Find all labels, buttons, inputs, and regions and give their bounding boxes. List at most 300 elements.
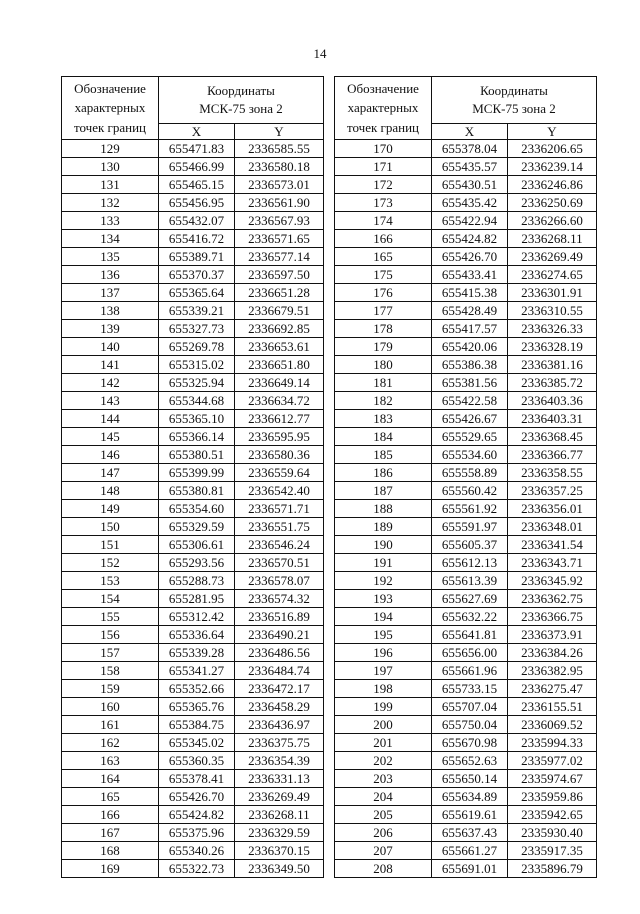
x-coordinate-cell: 655627.69 [432, 590, 508, 608]
point-label-header-line: точек границ [346, 119, 420, 135]
table-row [62, 356, 324, 374]
point-label-cell: 140 [62, 338, 159, 356]
x-coordinate-cell: 655426.70 [432, 248, 508, 266]
x-coordinate-cell: 655656.00 [432, 644, 508, 662]
table-row [335, 158, 597, 176]
y-coordinate-cell: 2336567.93 [235, 212, 324, 230]
table-row [62, 410, 324, 428]
x-coordinate-cell: 655315.02 [159, 356, 235, 374]
point-label-cell: 178 [335, 320, 432, 338]
point-label-cell: 145 [62, 428, 159, 446]
point-label-cell: 172 [335, 176, 432, 194]
point-label-cell: 160 [62, 698, 159, 716]
coordinates-table-right [334, 76, 597, 878]
point-label-cell: 168 [62, 842, 159, 860]
x-coordinate-cell: 655534.60 [432, 446, 508, 464]
y-coordinate-cell: 2336458.29 [235, 698, 324, 716]
table-row [335, 230, 597, 248]
table-row [335, 464, 597, 482]
point-label-cell: 182 [335, 392, 432, 410]
y-coordinate-cell: 2336366.75 [508, 608, 597, 626]
coordinates-header-line: Координаты [480, 83, 548, 99]
y-coordinate-cell: 2336381.16 [508, 356, 597, 374]
point-label-cell: 142 [62, 374, 159, 392]
table-row [62, 734, 324, 752]
point-label-cell: 201 [335, 734, 432, 752]
point-label-cell: 137 [62, 284, 159, 302]
table-row [62, 644, 324, 662]
x-coordinate-cell: 655340.26 [159, 842, 235, 860]
x-coordinate-cell: 655352.66 [159, 680, 235, 698]
table-row [335, 374, 597, 392]
point-label-cell: 194 [335, 608, 432, 626]
table-row [62, 536, 324, 554]
y-coordinate-cell: 2336366.77 [508, 446, 597, 464]
point-label-cell: 199 [335, 698, 432, 716]
table-row [335, 842, 597, 860]
x-coordinate-cell: 655365.64 [159, 284, 235, 302]
point-label-cell: 156 [62, 626, 159, 644]
table-row [335, 698, 597, 716]
table-row [62, 698, 324, 716]
x-coordinate-cell: 655288.73 [159, 572, 235, 590]
point-label-cell: 190 [335, 536, 432, 554]
table-row [335, 536, 597, 554]
point-label-cell: 206 [335, 824, 432, 842]
x-coordinate-cell: 655641.81 [432, 626, 508, 644]
y-coordinate-cell: 2336368.45 [508, 428, 597, 446]
y-coordinate-cell: 2336268.11 [508, 230, 597, 248]
y-coordinate-cell: 2336329.59 [235, 824, 324, 842]
x-coordinate-cell: 655466.99 [159, 158, 235, 176]
table-row [62, 860, 324, 878]
y-coordinate-cell: 2336384.26 [508, 644, 597, 662]
x-coordinate-cell: 655529.65 [432, 428, 508, 446]
table-row [62, 212, 324, 230]
point-label-cell: 183 [335, 410, 432, 428]
x-coordinate-cell: 655426.70 [159, 788, 235, 806]
coordinates-header-line: МСК-75 зона 2 [472, 101, 556, 116]
point-label-cell: 157 [62, 644, 159, 662]
y-coordinate-cell: 2336551.75 [235, 518, 324, 536]
table-row [335, 482, 597, 500]
table-row [62, 446, 324, 464]
x-coordinate-cell: 655691.01 [432, 860, 508, 878]
point-label-cell: 138 [62, 302, 159, 320]
coordinates-header-line: МСК-75 зона 2 [199, 101, 283, 116]
y-column-header: Y [508, 124, 597, 140]
point-label-cell: 159 [62, 680, 159, 698]
table-row [62, 266, 324, 284]
point-label-cell: 197 [335, 662, 432, 680]
table-row [335, 608, 597, 626]
y-column-header: Y [235, 124, 324, 140]
point-label-cell: 191 [335, 554, 432, 572]
y-coordinate-cell: 2336382.95 [508, 662, 597, 680]
y-coordinate-cell: 2336612.77 [235, 410, 324, 428]
x-coordinate-cell: 655329.59 [159, 518, 235, 536]
y-coordinate-cell: 2336328.19 [508, 338, 597, 356]
coordinates-rows-left [62, 140, 324, 878]
y-coordinate-cell: 2336561.90 [235, 194, 324, 212]
y-coordinate-cell: 2335977.02 [508, 752, 597, 770]
y-coordinate-cell: 2335994.33 [508, 734, 597, 752]
table-row [62, 176, 324, 194]
x-coordinate-cell: 655399.99 [159, 464, 235, 482]
x-coordinate-cell: 655430.51 [432, 176, 508, 194]
table-row [62, 770, 324, 788]
table-row [62, 140, 324, 158]
point-label-cell: 176 [335, 284, 432, 302]
table-row [335, 788, 597, 806]
y-coordinate-cell: 2336239.14 [508, 158, 597, 176]
table-row [62, 482, 324, 500]
y-coordinate-cell: 2336326.33 [508, 320, 597, 338]
table-row [335, 572, 597, 590]
y-coordinate-cell: 2335942.65 [508, 806, 597, 824]
point-label-cell: 189 [335, 518, 432, 536]
point-label-cell: 174 [335, 212, 432, 230]
x-coordinate-cell: 655380.51 [159, 446, 235, 464]
y-coordinate-cell: 2336653.61 [235, 338, 324, 356]
y-coordinate-cell: 2336516.89 [235, 608, 324, 626]
point-label-cell: 150 [62, 518, 159, 536]
x-coordinate-cell: 655424.82 [159, 806, 235, 824]
table-row [335, 392, 597, 410]
point-label-cell: 195 [335, 626, 432, 644]
point-label-cell: 175 [335, 266, 432, 284]
point-label-cell: 133 [62, 212, 159, 230]
point-label-cell: 153 [62, 572, 159, 590]
y-coordinate-cell: 2336362.75 [508, 590, 597, 608]
table-row [62, 338, 324, 356]
x-coordinate-cell: 655637.43 [432, 824, 508, 842]
point-label-cell: 200 [335, 716, 432, 734]
x-coordinate-cell: 655370.37 [159, 266, 235, 284]
y-coordinate-cell: 2336069.52 [508, 716, 597, 734]
table-row [335, 302, 597, 320]
x-coordinate-cell: 655380.81 [159, 482, 235, 500]
point-label-cell: 196 [335, 644, 432, 662]
y-coordinate-cell: 2336577.14 [235, 248, 324, 266]
x-coordinate-cell: 655322.73 [159, 860, 235, 878]
y-coordinate-cell: 2336269.49 [235, 788, 324, 806]
y-coordinate-cell: 2336206.65 [508, 140, 597, 158]
table-row [335, 734, 597, 752]
y-coordinate-cell: 2336310.55 [508, 302, 597, 320]
point-label-cell: 184 [335, 428, 432, 446]
point-label-header-line: Обозначение [347, 80, 419, 96]
y-coordinate-cell: 2336275.47 [508, 680, 597, 698]
point-label-cell: 170 [335, 140, 432, 158]
y-coordinate-cell: 2336679.51 [235, 302, 324, 320]
x-coordinate-cell: 655365.10 [159, 410, 235, 428]
x-coordinate-cell: 655389.71 [159, 248, 235, 266]
table-row [335, 716, 597, 734]
y-coordinate-cell: 2336595.95 [235, 428, 324, 446]
x-coordinate-cell: 655281.95 [159, 590, 235, 608]
x-coordinate-cell: 655415.38 [432, 284, 508, 302]
y-coordinate-cell: 2336585.55 [235, 140, 324, 158]
point-label-header [62, 77, 159, 140]
table-row [335, 806, 597, 824]
point-label-cell: 177 [335, 302, 432, 320]
x-coordinate-cell: 655560.42 [432, 482, 508, 500]
point-label-header-line: Обозначение [74, 80, 146, 96]
y-coordinate-cell: 2336403.31 [508, 410, 597, 428]
y-coordinate-cell: 2336356.01 [508, 500, 597, 518]
coordinates-header [432, 77, 597, 124]
point-label-cell: 136 [62, 266, 159, 284]
x-coordinate-cell: 655378.41 [159, 770, 235, 788]
table-row [62, 392, 324, 410]
x-coordinate-cell: 655613.39 [432, 572, 508, 590]
coordinates-table-left [61, 76, 324, 878]
point-label-cell: 132 [62, 194, 159, 212]
x-coordinate-cell: 655327.73 [159, 320, 235, 338]
y-coordinate-cell: 2336571.71 [235, 500, 324, 518]
table-row [62, 428, 324, 446]
point-label-cell: 135 [62, 248, 159, 266]
y-coordinate-cell: 2335917.35 [508, 842, 597, 860]
y-coordinate-cell: 2336269.49 [508, 248, 597, 266]
y-coordinate-cell: 2336357.25 [508, 482, 597, 500]
point-label-cell: 139 [62, 320, 159, 338]
y-coordinate-cell: 2335959.86 [508, 788, 597, 806]
table-row [62, 374, 324, 392]
y-coordinate-cell: 2336345.92 [508, 572, 597, 590]
coordinates-header [159, 77, 324, 124]
x-coordinate-cell: 655561.92 [432, 500, 508, 518]
point-label-cell: 165 [62, 788, 159, 806]
x-coordinate-cell: 655426.67 [432, 410, 508, 428]
point-label-cell: 129 [62, 140, 159, 158]
coordinates-rows-right [335, 140, 597, 878]
y-coordinate-cell: 2336484.74 [235, 662, 324, 680]
x-coordinate-cell: 655360.35 [159, 752, 235, 770]
y-coordinate-cell: 2335930.40 [508, 824, 597, 842]
table-row [335, 428, 597, 446]
point-label-header-line: характерных [74, 100, 146, 116]
table-row [335, 284, 597, 302]
table-row [62, 716, 324, 734]
point-label-cell: 147 [62, 464, 159, 482]
y-coordinate-cell: 2336692.85 [235, 320, 324, 338]
table-row [62, 230, 324, 248]
table-row [62, 518, 324, 536]
x-coordinate-cell: 655591.97 [432, 518, 508, 536]
x-coordinate-cell: 655293.56 [159, 554, 235, 572]
point-label-cell: 152 [62, 554, 159, 572]
point-label-cell: 187 [335, 482, 432, 500]
x-coordinate-cell: 655456.95 [159, 194, 235, 212]
table-row [335, 446, 597, 464]
point-label-cell: 198 [335, 680, 432, 698]
point-label-cell: 155 [62, 608, 159, 626]
y-coordinate-cell: 2336348.01 [508, 518, 597, 536]
table-row [335, 140, 597, 158]
table-row [62, 194, 324, 212]
point-label-cell: 141 [62, 356, 159, 374]
y-coordinate-cell: 2336268.11 [235, 806, 324, 824]
table-row [335, 680, 597, 698]
point-label-header [335, 77, 432, 140]
x-coordinate-cell: 655306.61 [159, 536, 235, 554]
y-coordinate-cell: 2336542.40 [235, 482, 324, 500]
table-row [335, 518, 597, 536]
table-row [62, 248, 324, 266]
table-row [62, 572, 324, 590]
y-coordinate-cell: 2336370.15 [235, 842, 324, 860]
table-row [62, 662, 324, 680]
y-coordinate-cell: 2336246.86 [508, 176, 597, 194]
point-label-cell: 151 [62, 536, 159, 554]
table-row [335, 662, 597, 680]
y-coordinate-cell: 2336490.21 [235, 626, 324, 644]
point-label-cell: 188 [335, 500, 432, 518]
y-coordinate-cell: 2336559.64 [235, 464, 324, 482]
coordinates-header-line: Координаты [207, 83, 275, 99]
table-row [62, 824, 324, 842]
y-coordinate-cell: 2336651.28 [235, 284, 324, 302]
x-coordinate-cell: 655433.41 [432, 266, 508, 284]
table-row [62, 302, 324, 320]
x-coordinate-cell: 655471.83 [159, 140, 235, 158]
x-coordinate-cell: 655670.98 [432, 734, 508, 752]
y-coordinate-cell: 2336155.51 [508, 698, 597, 716]
x-coordinate-cell: 655619.61 [432, 806, 508, 824]
x-coordinate-cell: 655650.14 [432, 770, 508, 788]
y-coordinate-cell: 2336250.69 [508, 194, 597, 212]
x-coordinate-cell: 655269.78 [159, 338, 235, 356]
x-coordinate-cell: 655420.06 [432, 338, 508, 356]
x-column-header: X [159, 124, 235, 140]
x-coordinate-cell: 655336.64 [159, 626, 235, 644]
table-row [335, 626, 597, 644]
x-coordinate-cell: 655435.57 [432, 158, 508, 176]
point-label-cell: 171 [335, 158, 432, 176]
table-row [62, 464, 324, 482]
point-label-cell: 154 [62, 590, 159, 608]
x-coordinate-cell: 655417.57 [432, 320, 508, 338]
point-label-cell: 193 [335, 590, 432, 608]
y-coordinate-cell: 2336571.65 [235, 230, 324, 248]
point-label-cell: 207 [335, 842, 432, 860]
table-row [62, 626, 324, 644]
y-coordinate-cell: 2336580.36 [235, 446, 324, 464]
y-coordinate-cell: 2336301.91 [508, 284, 597, 302]
y-coordinate-cell: 2336570.51 [235, 554, 324, 572]
point-label-header-line: характерных [347, 100, 419, 116]
table-row [62, 608, 324, 626]
point-label-cell: 205 [335, 806, 432, 824]
table-row [335, 500, 597, 518]
point-label-cell: 162 [62, 734, 159, 752]
x-coordinate-cell: 655432.07 [159, 212, 235, 230]
x-coordinate-cell: 655558.89 [432, 464, 508, 482]
point-label-cell: 180 [335, 356, 432, 374]
table-row [335, 176, 597, 194]
y-coordinate-cell: 2336578.07 [235, 572, 324, 590]
x-coordinate-cell: 655325.94 [159, 374, 235, 392]
table-row [335, 860, 597, 878]
x-coordinate-cell: 655612.13 [432, 554, 508, 572]
point-label-cell: 158 [62, 662, 159, 680]
y-coordinate-cell: 2336274.65 [508, 266, 597, 284]
table-row [335, 410, 597, 428]
x-coordinate-cell: 655465.15 [159, 176, 235, 194]
y-coordinate-cell: 2336341.54 [508, 536, 597, 554]
y-coordinate-cell: 2335974.67 [508, 770, 597, 788]
x-coordinate-cell: 655733.15 [432, 680, 508, 698]
table-row [335, 212, 597, 230]
x-coordinate-cell: 655422.58 [432, 392, 508, 410]
table-row [62, 788, 324, 806]
table-row [62, 284, 324, 302]
table-row [62, 806, 324, 824]
point-label-cell: 208 [335, 860, 432, 878]
x-coordinate-cell: 655365.76 [159, 698, 235, 716]
x-coordinate-cell: 655345.02 [159, 734, 235, 752]
point-label-cell: 164 [62, 770, 159, 788]
point-label-cell: 166 [62, 806, 159, 824]
y-coordinate-cell: 2336266.60 [508, 212, 597, 230]
point-label-cell: 149 [62, 500, 159, 518]
x-coordinate-cell: 655422.94 [432, 212, 508, 230]
x-coordinate-cell: 655386.38 [432, 356, 508, 374]
point-label-cell: 148 [62, 482, 159, 500]
table-row [335, 248, 597, 266]
y-coordinate-cell: 2336574.32 [235, 590, 324, 608]
table-row [62, 320, 324, 338]
table-row [335, 320, 597, 338]
y-coordinate-cell: 2336403.36 [508, 392, 597, 410]
point-label-cell: 131 [62, 176, 159, 194]
x-coordinate-cell: 655381.56 [432, 374, 508, 392]
table-row [335, 752, 597, 770]
point-label-cell: 192 [335, 572, 432, 590]
x-coordinate-cell: 655375.96 [159, 824, 235, 842]
y-coordinate-cell: 2336375.75 [235, 734, 324, 752]
y-coordinate-cell: 2336343.71 [508, 554, 597, 572]
y-coordinate-cell: 2336573.01 [235, 176, 324, 194]
point-label-cell: 185 [335, 446, 432, 464]
x-coordinate-cell: 655428.49 [432, 302, 508, 320]
y-coordinate-cell: 2336373.91 [508, 626, 597, 644]
point-label-cell: 173 [335, 194, 432, 212]
point-label-cell: 163 [62, 752, 159, 770]
table-row [335, 356, 597, 374]
table-row [335, 590, 597, 608]
point-label-cell: 181 [335, 374, 432, 392]
point-label-cell: 161 [62, 716, 159, 734]
point-label-cell: 179 [335, 338, 432, 356]
x-coordinate-cell: 655634.89 [432, 788, 508, 806]
y-coordinate-cell: 2336358.55 [508, 464, 597, 482]
point-label-cell: 166 [335, 230, 432, 248]
x-coordinate-cell: 655366.14 [159, 428, 235, 446]
y-coordinate-cell: 2336580.18 [235, 158, 324, 176]
x-coordinate-cell: 655652.63 [432, 752, 508, 770]
table-row [62, 158, 324, 176]
x-coordinate-cell: 655341.27 [159, 662, 235, 680]
x-column-header: X [432, 124, 508, 140]
y-coordinate-cell: 2336331.13 [235, 770, 324, 788]
point-label-cell: 169 [62, 860, 159, 878]
point-label-header-line: точек границ [73, 119, 147, 135]
x-coordinate-cell: 655661.96 [432, 662, 508, 680]
y-coordinate-cell: 2336354.39 [235, 752, 324, 770]
